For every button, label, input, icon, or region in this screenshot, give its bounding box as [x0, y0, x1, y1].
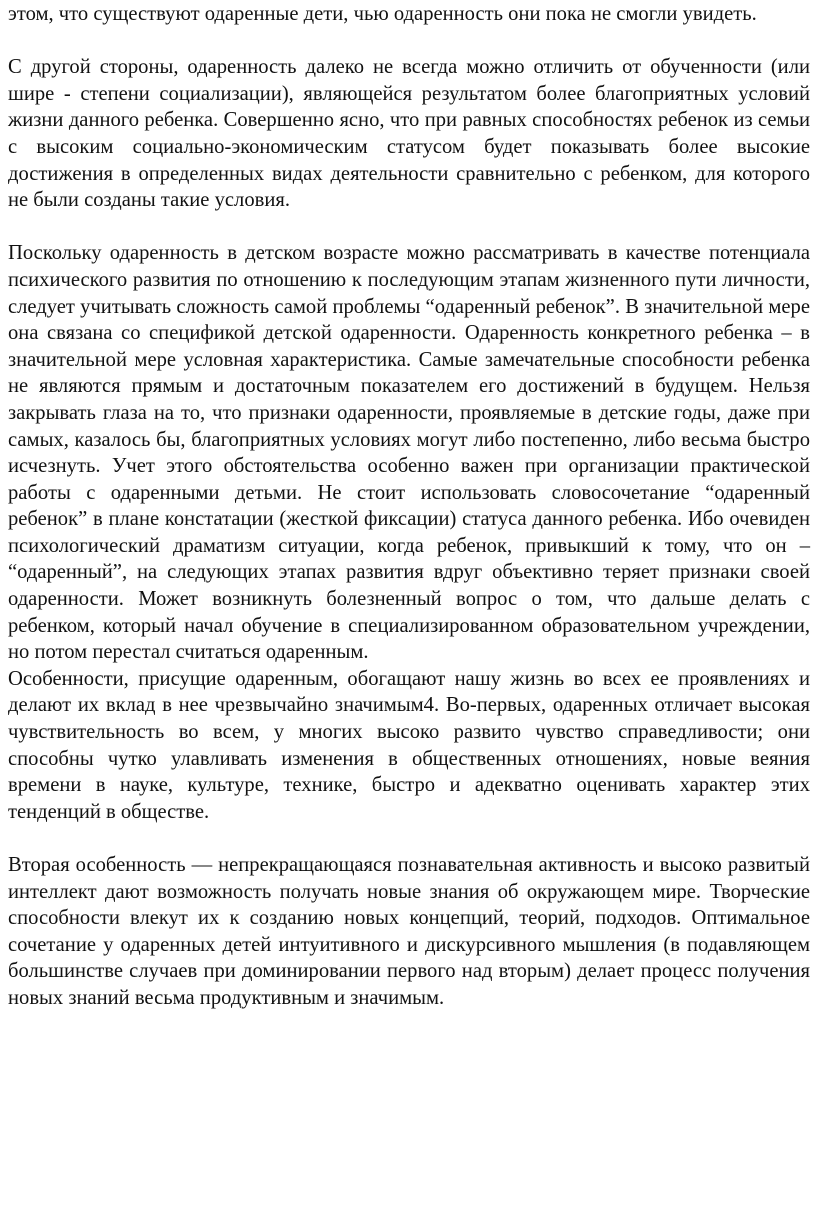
document-page — [8, 1, 810, 1012]
paragraph-3: Поскольку одаренность в детском возрасте можно рассматривать в качестве потенциала психического развития по отношению к последующим этапам жизненного пути личности, следует учитывать сложность самой проблемы “одаренный ребенок”. В значительной мере она связана со спецификой детской одаренности. Одаренность конкретного ребенка – в значительной мере условная характеристика. Самые замечательные способности ребенка не являются прямым и достаточным показателем его достижений в будущем. Нельзя закрывать глаза на то, что признаки одаренности, проявляемые в детские годы, даже при самых, казалось бы, благоприятных условиях могут либо постепенно, либо весьма быстро исчезнуть. Учет этого обстоятельства особенно важен при организации практической работы с одаренными детьми. Не стоит использовать словосочетание “одаренный ребенок” в плане констатации (жесткой фиксации) статуса данного ребенка. Ибо очевиден психологический драматизм ситуации, когда ребенок, привыкший к тому, что он – “одаренный”, на следующих этапах развития вдруг объективно теряет признаки своей одаренности. Может возникнуть болезненный вопрос о том, что дальше делать с ребенком, который начал обучение в специализированном образовательном учреждении, но потом перестал считаться одаренным. — [8, 242, 810, 664]
paragraph-2: С другой стороны, одаренность далеко не всегда можно отличить от обученности (или шире - степени социализации), являющейся результатом более благоприятных условий жизни данного ребенка. Совершенно ясно, что при равных способностях ребенок из семьи с высоким социально-экономическим статусом будет показывать более высокие достижения в определенных видах деятельности сравнительно с ребенком, для которого не были созданы такие условия. — [8, 56, 810, 212]
paragraph-5: Вторая особенность — непрекращающаяся познавательная активность и высоко развитый интеллект дают возможность получать новые знания об окружающем мире. Творческие способности влекут их к созданию новых концепций, теорий, подходов. Оптимальное сочетание у одаренных детей интуитивного и дискурсивного мышления (в подавляющем большинстве случаев при доминировании первого над вторым) делает процесс получения новых знаний весьма продуктивным и значимым. — [8, 854, 810, 1009]
paragraph-4: Особенности, присущие одаренным, обогащают нашу жизнь во всех ее проявлениях и делают их вклад в нее чрезвычайно значимым4. Во-первых, одаренных отличает высокая чувствительность во всем, у многих высоко развито чувство справедливости; они способны чутко улавливать изменения в общественных отношениях, новые веяния времени в науке, культуре, технике, быстро и адекватно оценивать характер этих тенденций в обществе. — [8, 667, 810, 823]
paragraph-1: этом, что существуют одаренные дети, чью одаренность они пока не смогли увидеть. — [8, 3, 757, 25]
